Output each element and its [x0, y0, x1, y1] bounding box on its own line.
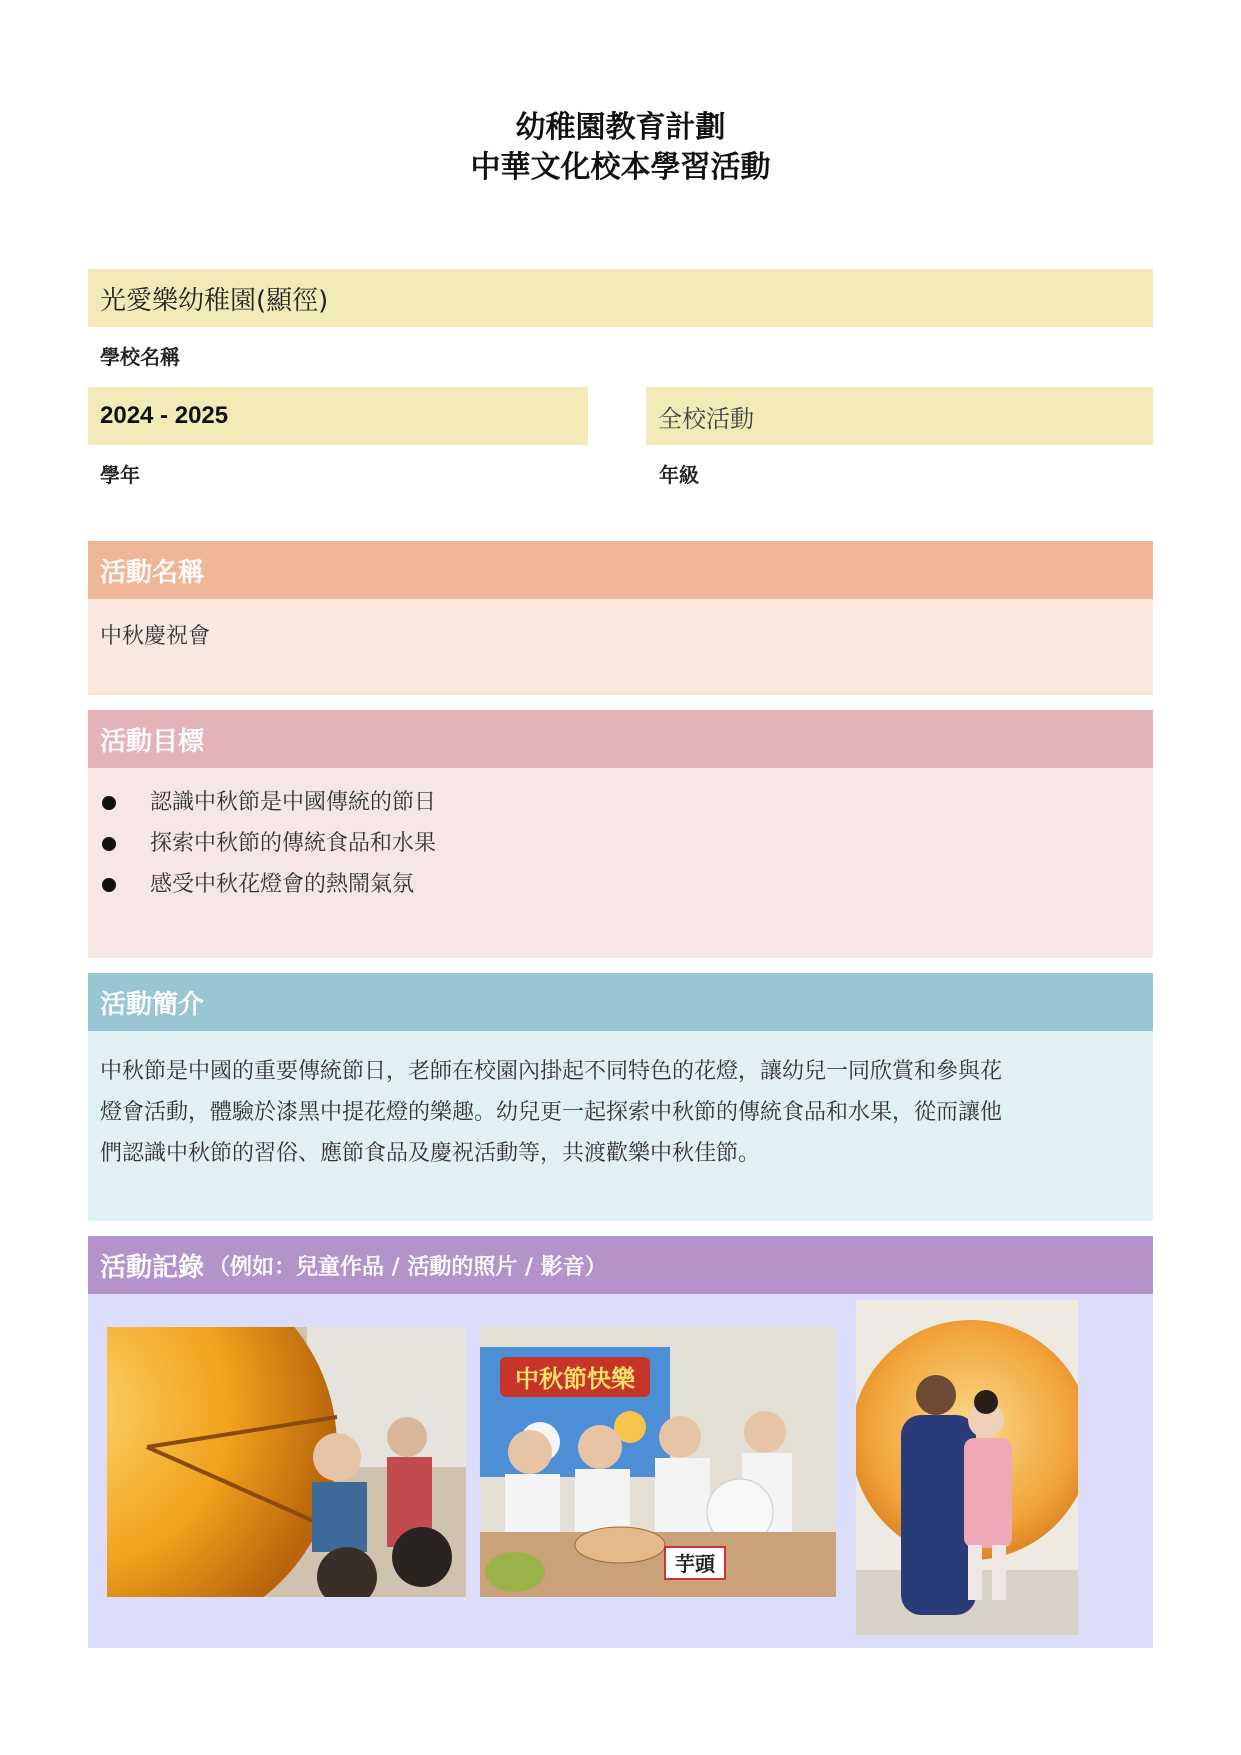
photo-lanterns-drawing [107, 1327, 466, 1597]
activity-name-value: 中秋慶祝會 [100, 624, 211, 649]
photo-teacher-child-drawing [856, 1300, 1078, 1635]
grade-field [646, 387, 1153, 445]
page-title-line1: 幼稚園教育計劃 [515, 110, 726, 145]
activity-name-heading: 活動名稱 [100, 557, 205, 588]
activity-photo-teacher-child [856, 1300, 1078, 1635]
objectives-body [88, 768, 1153, 958]
school-name-field [88, 269, 1153, 327]
records-heading: 活動記錄 [100, 1252, 205, 1283]
photo-sign-text: 芋頭 [675, 1552, 715, 1576]
photo-food-table-drawing [480, 1327, 836, 1597]
intro-line: 燈會活動，體驗於漆黑中提花燈的樂趣。幼兒更一起探索中秋節的傳統食品和水果，從而讓他 [100, 1100, 1003, 1125]
activity-photo-food-table [480, 1327, 836, 1597]
objectives-heading: 活動目標 [100, 726, 205, 757]
objectives-header [88, 710, 1153, 768]
objective-item: 探索中秋節的傳統食品和水果 [100, 823, 1141, 864]
intro-header [88, 973, 1153, 1031]
photo-banner-text: 中秋節快樂 [515, 1365, 635, 1393]
intro-body [88, 1031, 1153, 1221]
activity-name-body [88, 599, 1153, 695]
activity-name-header [88, 541, 1153, 599]
objective-item: 感受中秋花燈會的熱鬧氣氛 [100, 864, 1141, 905]
school-year-label: 學年 [100, 463, 140, 487]
grade-label: 年級 [659, 463, 699, 487]
intro-heading: 活動簡介 [100, 989, 205, 1020]
records-subheading: （例如：兒童作品 / 活動的照片 / 影音） [208, 1254, 607, 1280]
school-year-value: 2024 - 2025 [100, 402, 229, 429]
objective-item: 認識中秋節是中國傳統的節日 [100, 782, 1141, 823]
objectives-list [100, 782, 1141, 905]
records-header [88, 1236, 1153, 1294]
school-name-label: 學校名稱 [100, 345, 180, 369]
activity-photo-lanterns [107, 1327, 466, 1597]
school-name-value: 光愛樂幼稚園(顯徑) [100, 285, 329, 316]
grade-value: 全校活動 [658, 404, 754, 433]
intro-line: 中秋節是中國的重要傳統節日，老師在校園內掛起不同特色的花燈，讓幼兒一同欣賞和參與花 [100, 1059, 1003, 1084]
page-title-line2: 中華文化校本學習活動 [470, 150, 771, 185]
school-year-field [88, 387, 588, 445]
intro-line: 們認識中秋節的習俗、應節食品及慶祝活動等，共渡歡樂中秋佳節。 [100, 1141, 761, 1166]
